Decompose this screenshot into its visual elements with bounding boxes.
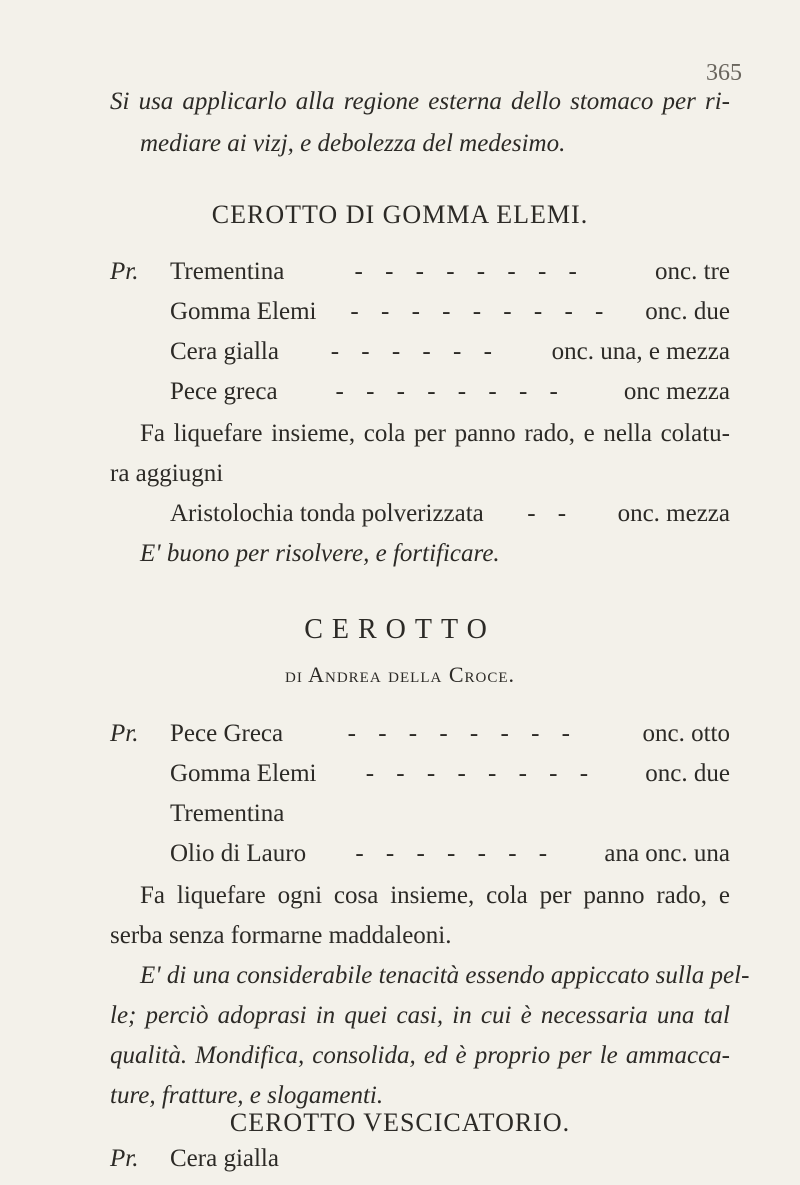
- section1-text-line-1: Fa liquefare insieme, cola per panno rado, e nella colatu-: [140, 420, 730, 447]
- intro-line-1: Si usa applicarlo alla regione esterna dello stomaco per ri-: [110, 88, 730, 115]
- leader-dashes: - - - - - - - -: [347, 720, 578, 747]
- ingredient-quantity: onc. due: [645, 760, 730, 787]
- ingredient-quantity: onc. una, e mezza: [551, 338, 730, 365]
- leader-dashes: - - - - - - -: [355, 840, 556, 867]
- leader-dashes: - - - - - - - -: [354, 258, 585, 285]
- ingredient-name: Gomma Elemi: [170, 760, 317, 787]
- leader-dashes: - -: [527, 500, 575, 527]
- section1-extra-item: [110, 500, 730, 540]
- ingredient-name: Gomma Elemi: [170, 298, 317, 325]
- leader-dashes: - - - - - - - - -: [350, 298, 612, 325]
- ingredient-quantity: onc. mezza: [617, 500, 730, 527]
- section2-item: [110, 760, 730, 800]
- ingredient-quantity: ana onc. una: [604, 840, 730, 867]
- section1-item: [110, 298, 730, 338]
- ingredient-name: Trementina: [170, 800, 285, 827]
- section1-title: CEROTTO DI GOMMA ELEMI.: [211, 200, 589, 229]
- section1-item: [110, 338, 730, 378]
- leader-dashes: - - - - - -: [330, 338, 500, 365]
- ingredient-quantity: onc. due: [645, 298, 730, 325]
- section2-item: [110, 800, 730, 840]
- section2-item: [110, 720, 730, 760]
- section2-note-line-2: le; perciò adoprasi in quei casi, in cui è necessaria una tal: [110, 1002, 730, 1029]
- section1-item: [110, 378, 730, 418]
- pr-label: Pr.: [110, 720, 139, 747]
- ingredient-quantity: onc mezza: [623, 378, 730, 405]
- section2-subtitle: di Andrea della Croce.: [285, 662, 515, 687]
- section2-text-line-2: serba senza formarne maddaleoni.: [110, 922, 452, 949]
- ingredient-name: Cera gialla: [170, 1145, 279, 1172]
- section3-item: [110, 1145, 730, 1185]
- ingredient-name: Pece Greca: [170, 720, 284, 747]
- section2-text-line-1: Fa liquefare ogni cosa insieme, cola per panno rado, e: [140, 882, 730, 909]
- page-number: 365: [706, 60, 742, 86]
- ingredient-name: Trementina: [170, 258, 285, 285]
- section1-text-line-2: ra aggiugni: [110, 460, 224, 487]
- pr-label: Pr.: [110, 258, 139, 285]
- ingredient-name: Pece greca: [170, 378, 278, 405]
- section1-note: E' buono per risolvere, e fortificare.: [140, 540, 500, 567]
- ingredient-name: Aristolochia tonda polverizzata: [170, 500, 484, 527]
- ingredient-name: Olio di Lauro: [170, 840, 307, 867]
- section1-item: [110, 258, 730, 298]
- ingredient-name: Cera gialla: [170, 338, 279, 365]
- ingredient-quantity: onc. otto: [642, 720, 730, 747]
- ingredient-quantity: onc. tre: [655, 258, 730, 285]
- section2-item: [110, 840, 730, 880]
- section2-note-line-1: E' di una considerabile tenacità essendo appiccato sulla pel-: [140, 962, 750, 989]
- leader-dashes: - - - - - - - -: [365, 760, 597, 787]
- section2-note-line-3: qualità. Mondifica, consolida, ed è proprio per le ammacca-: [110, 1042, 730, 1069]
- section2-note-line-4: ture, fratture, e slogamenti.: [110, 1082, 384, 1109]
- intro-line-2: mediare ai vizj, e debolezza del medesimo.: [140, 130, 566, 157]
- leader-dashes: - - - - - - - -: [335, 378, 566, 405]
- section2-title: CEROTTO: [304, 614, 496, 645]
- section3-title: CEROTTO VESCICATORIO.: [229, 1108, 571, 1137]
- pr-label: Pr.: [110, 1145, 139, 1172]
